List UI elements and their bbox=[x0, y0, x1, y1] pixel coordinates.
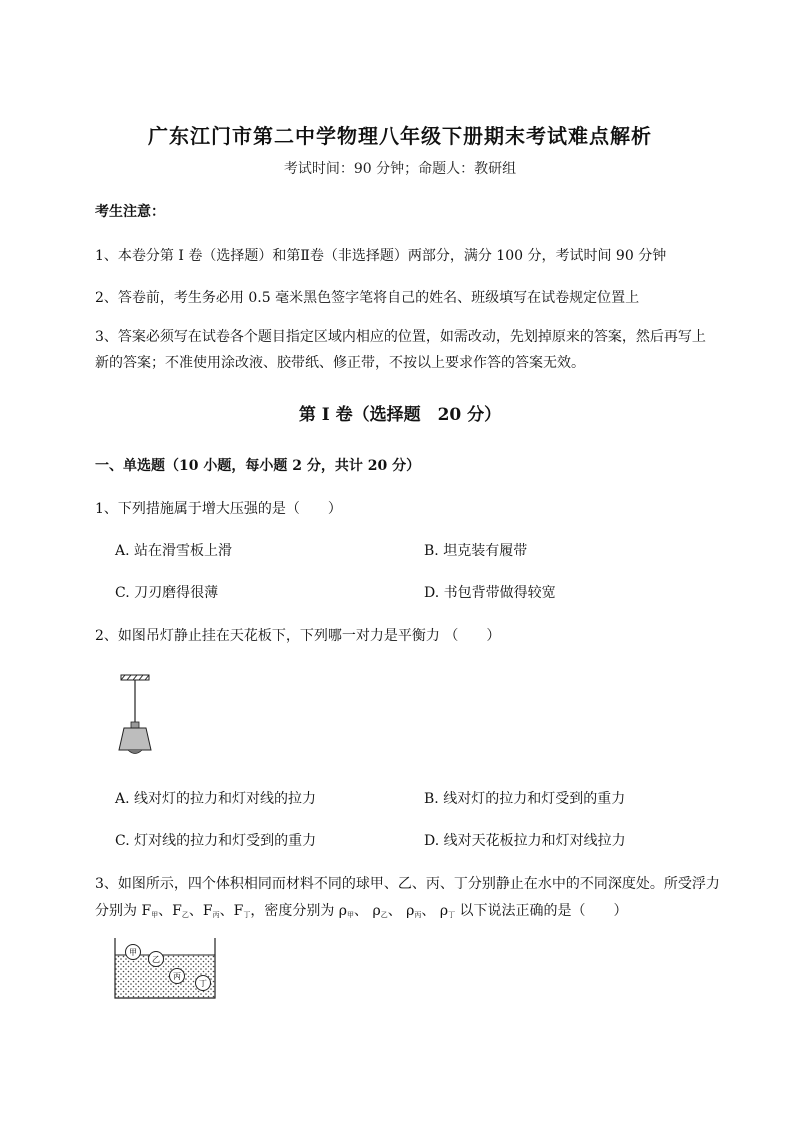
text-part: 、F bbox=[188, 903, 213, 919]
subscript: 甲 bbox=[151, 911, 159, 919]
question-1-option-d[interactable]: D. 书包背带做得较宽 bbox=[424, 585, 556, 601]
question-1-option-a[interactable]: A. 站在滑雪板上滑 bbox=[115, 543, 233, 559]
text-part: 、 ρ bbox=[387, 903, 415, 919]
ball-label: 甲 bbox=[129, 948, 137, 957]
question-3-stem-line-1: 3、如图所示，四个体积相同而材料不同的球甲、乙、丙、丁分别静止在水中的不同深度处。所受浮力 bbox=[95, 876, 720, 892]
text-part: 、 ρ bbox=[421, 903, 449, 919]
question-2-option-d[interactable]: D. 线对天花板拉力和灯对线拉力 bbox=[424, 833, 626, 849]
question-1-option-b[interactable]: B. 坦克装有履带 bbox=[424, 543, 528, 559]
water-tank-figure bbox=[112, 935, 218, 1001]
section-title: 第 I 卷（选择题 20 分） bbox=[298, 405, 502, 425]
notice-item-3: 3、答案必须写在试卷各个题目指定区域内相应的位置，如需改动，先划掉原来的答案，然后再写上新的答案；不准使用涂改液、胶带纸、修正带，不按以上要求作答的答案无效。 bbox=[95, 329, 706, 371]
subscript: 丙 bbox=[212, 911, 220, 919]
question-1-option-c[interactable]: C. 刀刃磨得很薄 bbox=[115, 585, 219, 601]
subscript: 乙 bbox=[181, 911, 189, 919]
text-part: 、 ρ bbox=[354, 903, 381, 919]
question-2-option-c[interactable]: C. 灯对线的拉力和灯受到的重力 bbox=[115, 833, 317, 849]
subscript: 丁 bbox=[448, 911, 456, 919]
subscript: 丁 bbox=[243, 911, 251, 919]
notice-heading: 考生注意： bbox=[95, 204, 165, 220]
notice-item-2: 2、答卷前，考生务必用 0.5 毫米黑色签字笔将自己的姓名、班级填写在试卷规定位置上 bbox=[95, 290, 640, 306]
subscript: 乙 bbox=[380, 911, 388, 919]
question-3-stem-line-2 bbox=[95, 900, 628, 920]
text-part: 以下说法正确的是（ ） bbox=[455, 903, 628, 919]
ball-label: 丁 bbox=[199, 979, 207, 988]
ball-label: 丙 bbox=[173, 972, 181, 981]
ball-label: 乙 bbox=[152, 955, 160, 964]
section-subheading: 一、单选题（10 小题，每小题 2 分，共计 20 分） bbox=[95, 458, 421, 474]
exam-info: 考试时间：90 分钟；命题人：教研组 bbox=[283, 161, 517, 177]
text-part: ，密度分别为 ρ bbox=[250, 903, 348, 919]
question-2-option-a[interactable]: A. 线对灯的拉力和灯对线的拉力 bbox=[115, 791, 317, 807]
ball-yi bbox=[149, 952, 164, 967]
hanging-lamp-figure bbox=[110, 672, 170, 762]
subscript: 甲 bbox=[347, 911, 355, 919]
question-2-option-b[interactable]: B. 线对灯的拉力和灯受到的重力 bbox=[424, 791, 626, 807]
page-title: 广东江门市第二中学物理八年级下册期末考试难点解析 bbox=[148, 124, 652, 148]
text-part: 、F bbox=[158, 903, 182, 919]
text-part: 、F bbox=[219, 903, 244, 919]
ball-bing bbox=[170, 969, 185, 984]
ball-ding bbox=[196, 976, 211, 991]
text-part: 分别为 F bbox=[95, 903, 152, 919]
question-1-stem: 1、下列措施属于增大压强的是（ ） bbox=[95, 501, 342, 517]
notice-item-1: 1、本卷分第 I 卷（选择题）和第Ⅱ卷（非选择题）两部分，满分 100 分，考试时间 90 分钟 bbox=[95, 248, 667, 264]
question-2-stem: 2、如图吊灯静止挂在天花板下，下列哪一对力是平衡力 （ ） bbox=[95, 628, 501, 644]
subscript: 丙 bbox=[414, 911, 422, 919]
ball-jia bbox=[126, 945, 141, 960]
